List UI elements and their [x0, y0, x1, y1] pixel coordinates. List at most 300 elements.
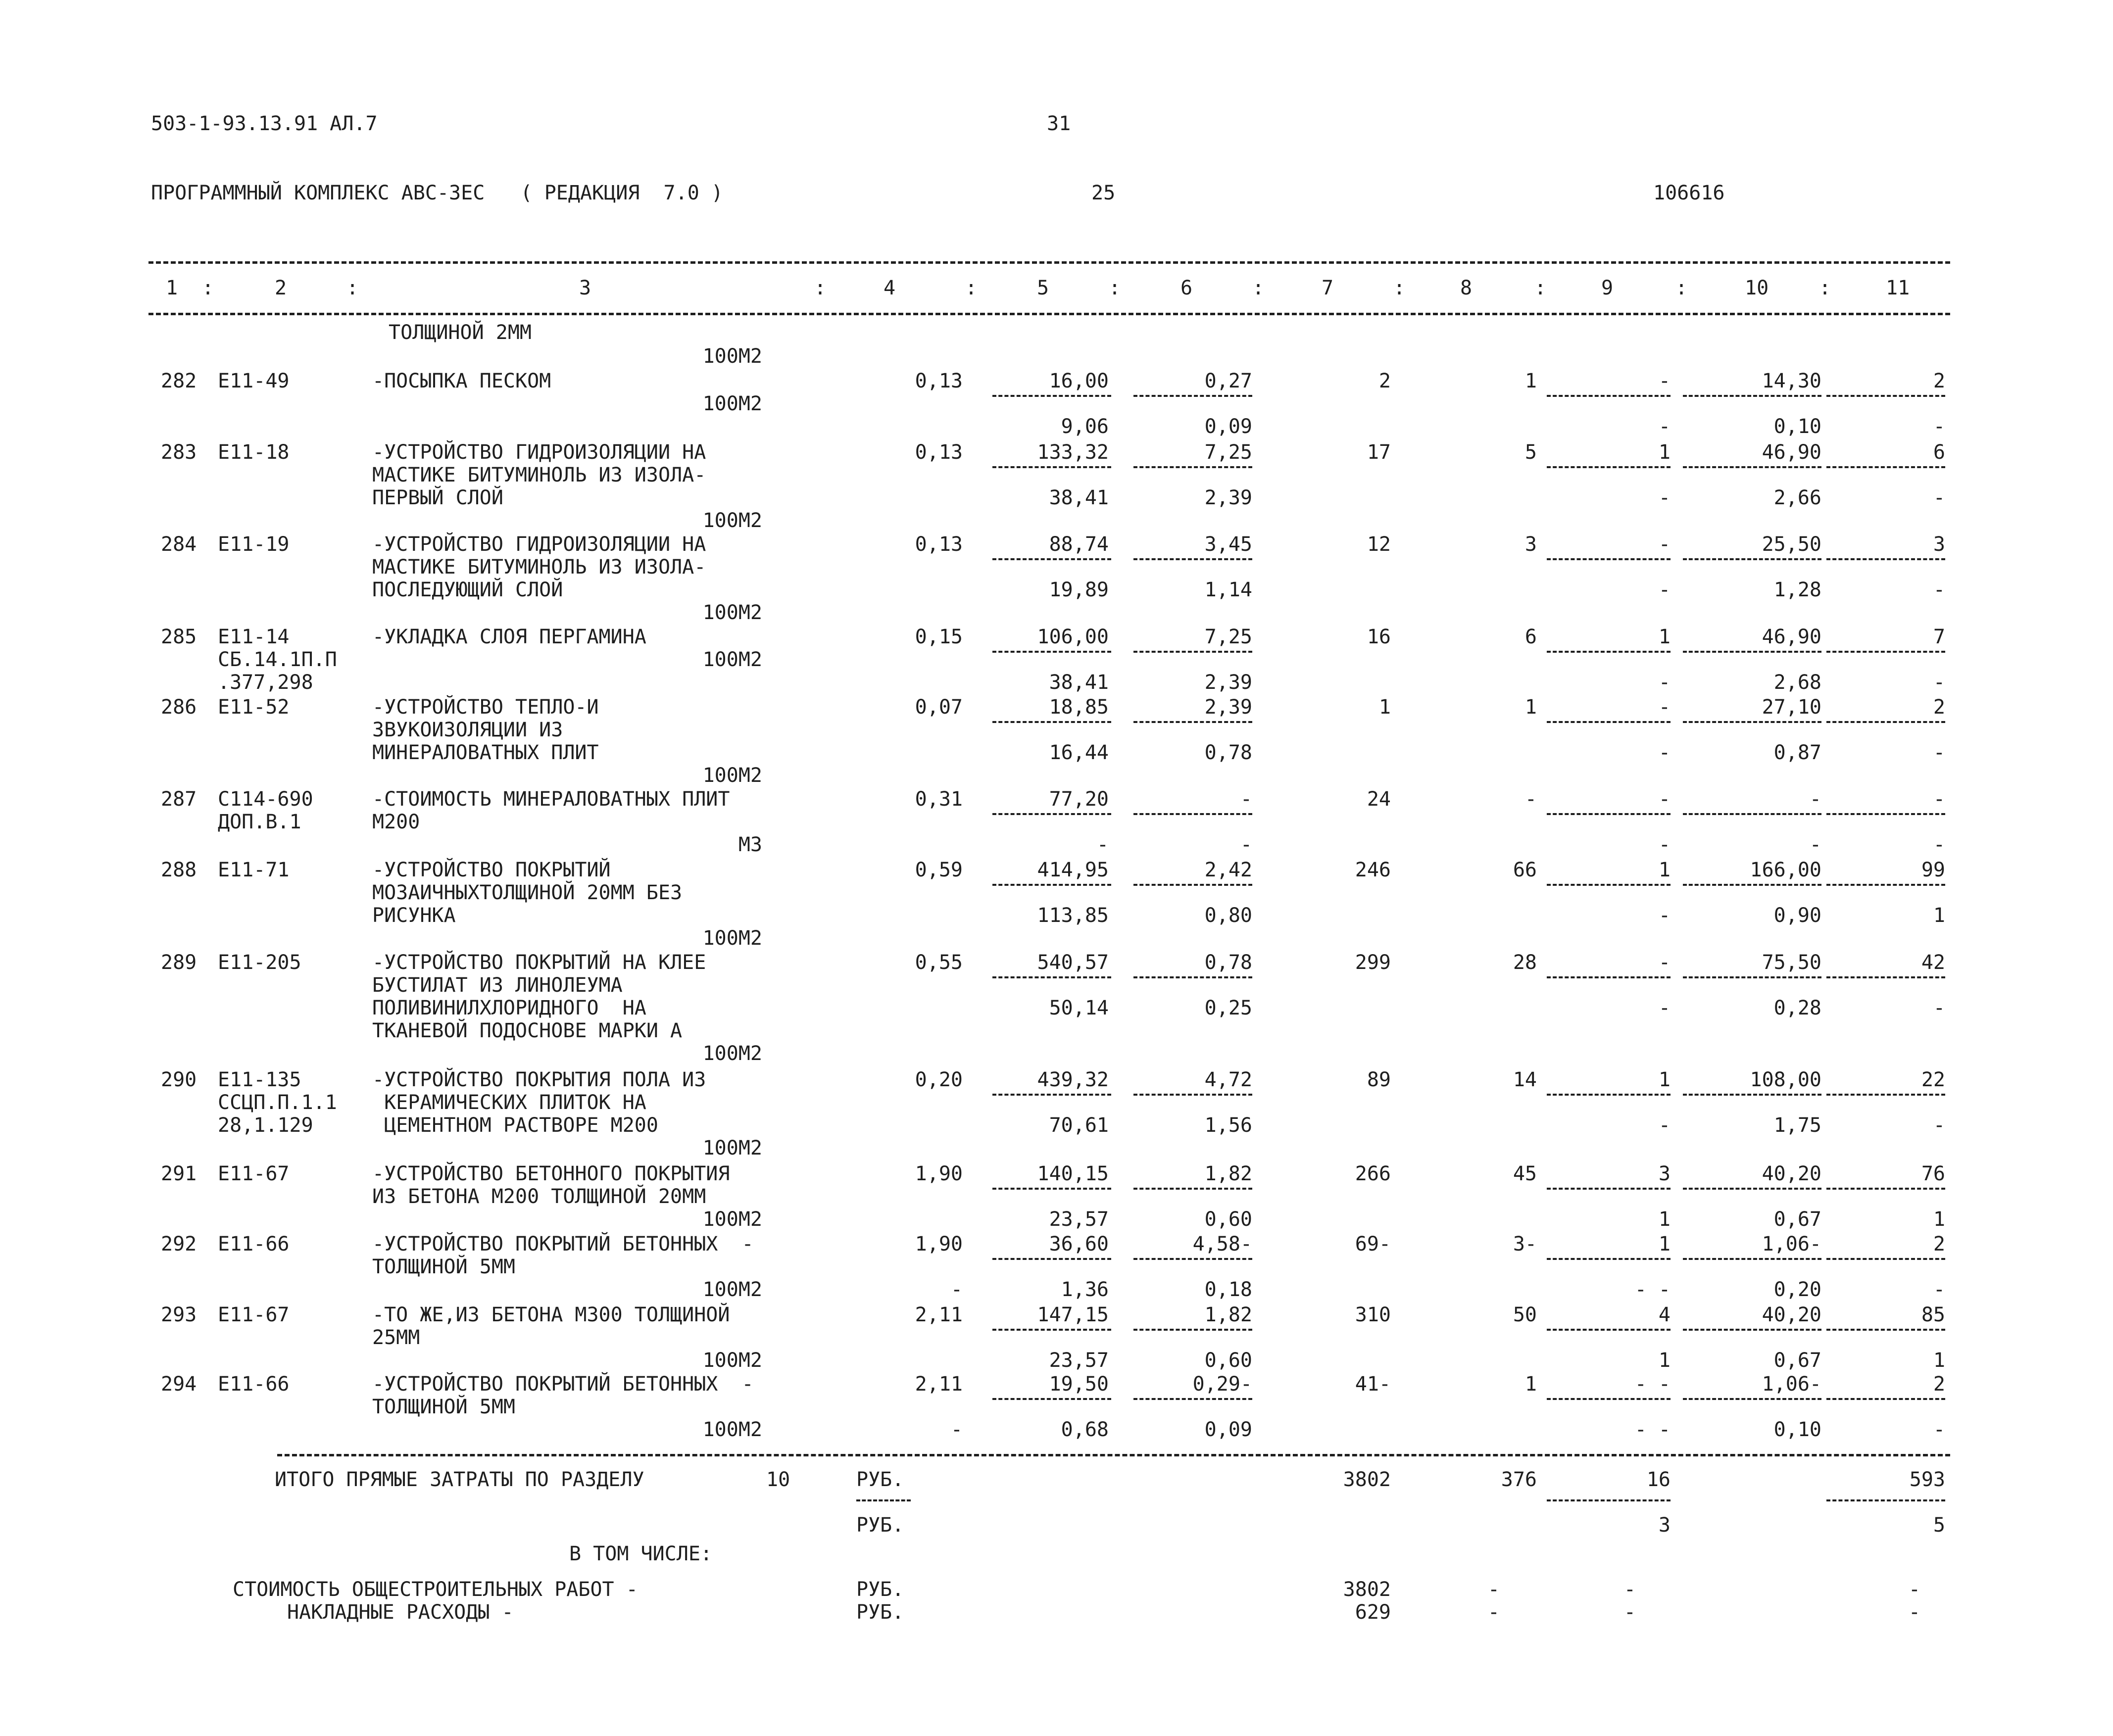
row-unit: 100М2: [702, 927, 762, 950]
totals-col9-rule: [1547, 1499, 1671, 1501]
row-code: Е11-66: [218, 1233, 290, 1255]
header-rule-bottom: [148, 313, 1950, 315]
col9-lower: -: [1658, 833, 1671, 856]
col11-rule: [1826, 651, 1945, 653]
column-header-4: 4: [884, 277, 896, 299]
column-header-8: 8: [1460, 277, 1473, 299]
doc-code: 503-1-93.13.91 АЛ.7: [151, 112, 378, 135]
col9-upper: 3: [1658, 1162, 1671, 1185]
col4-value: 0,13: [915, 370, 963, 392]
col7-value: 89: [1367, 1068, 1391, 1091]
col10-lower: 2,68: [1773, 671, 1821, 694]
overhead-col9: -: [1623, 1601, 1636, 1624]
col11-lower: -: [1933, 1114, 1945, 1137]
col9-rule: [1547, 1188, 1671, 1190]
col9-rule: [1547, 976, 1671, 978]
row-number: 285: [161, 626, 197, 648]
col8-value: 50: [1513, 1303, 1537, 1326]
totals-section: 10: [766, 1468, 790, 1491]
col11-upper: 3: [1933, 533, 1945, 556]
column-separator: :: [1252, 277, 1265, 299]
row-unit: 100М2: [702, 1418, 762, 1441]
col9-lower: - -: [1634, 1418, 1671, 1441]
col5-lower: 113,85: [1037, 904, 1109, 927]
row-description: -УСТРОЙСТВО ГИДРОИЗОЛЯЦИИ НА: [372, 533, 706, 556]
col11-upper: 7: [1933, 626, 1945, 648]
row-description: 25ММ: [372, 1326, 420, 1349]
col6-rule: [1133, 884, 1252, 886]
col8-value: 6: [1524, 626, 1537, 648]
col9-rule: [1547, 395, 1671, 397]
col7-value: 246: [1355, 859, 1391, 881]
col9-rule: [1547, 884, 1671, 886]
row-number: 290: [161, 1068, 197, 1091]
col5-upper: 106,00: [1037, 626, 1109, 648]
col8-value: 3: [1524, 533, 1537, 556]
row-number: 294: [161, 1373, 197, 1396]
col7-value: 12: [1367, 533, 1391, 556]
col9-lower: -: [1658, 579, 1671, 601]
col5-lower: 23,57: [1049, 1208, 1109, 1231]
totals-rule: [277, 1454, 1950, 1456]
col5-upper: 77,20: [1049, 788, 1109, 811]
col6-value: 3,45: [1204, 533, 1252, 556]
col9-upper: -: [1658, 696, 1671, 719]
col10-upper: 1,06-: [1762, 1373, 1821, 1396]
col6-lower: 0,60: [1204, 1349, 1252, 1372]
column-header-3: 3: [579, 277, 591, 299]
col10-rule: [1683, 1094, 1821, 1096]
col9-upper: 1: [1658, 859, 1671, 881]
col6-lower: 2,39: [1204, 486, 1252, 509]
col9-rule: [1547, 721, 1671, 723]
col9-upper: 1: [1658, 626, 1671, 648]
col9-upper: -: [1658, 370, 1671, 392]
col5-lower: 0,68: [1061, 1418, 1109, 1441]
page-number: 31: [1047, 112, 1071, 135]
col9-lower: -: [1658, 486, 1671, 509]
col11-rule: [1826, 884, 1945, 886]
col5-lower: 9,06: [1061, 415, 1109, 438]
col6-lower: 0,80: [1204, 904, 1252, 927]
row-description: ТОЛЩИНОЙ 5ММ: [372, 1396, 515, 1418]
col6-lower: 0,09: [1204, 1418, 1252, 1441]
row-description: РИСУНКА: [372, 904, 456, 927]
row-code: Е11-71: [218, 859, 290, 881]
row-unit: 100М2: [702, 764, 762, 787]
col6-lower: 0,18: [1204, 1278, 1252, 1301]
row-number: 284: [161, 533, 197, 556]
col10-rule: [1683, 1329, 1821, 1331]
col8-value: 14: [1513, 1068, 1537, 1091]
totals-col9: 16: [1646, 1468, 1671, 1491]
col9-rule: [1547, 1094, 1671, 1096]
col9-rule: [1547, 1258, 1671, 1260]
column-separator: :: [965, 277, 978, 299]
row-description: -УСТРОЙСТВО ПОКРЫТИЯ ПОЛА ИЗ: [372, 1068, 706, 1091]
col5-rule: [992, 1398, 1111, 1400]
col10-lower: 1,28: [1773, 579, 1821, 601]
col9-lower: - -: [1634, 1278, 1671, 1301]
col5-lower: 50,14: [1049, 997, 1109, 1019]
row-description: ИЗ БЕТОНА М200 ТОЛЩИНОЙ 20ММ: [372, 1185, 706, 1208]
col6-value: 4,72: [1204, 1068, 1252, 1091]
col10-rule: [1683, 1188, 1821, 1190]
program-title: ПРОГРАММНЫЙ КОМПЛЕКС АВС-3ЕС ( РЕДАКЦИЯ 7.0 ): [151, 182, 723, 204]
row-number: 293: [161, 1303, 197, 1326]
row-description: -УСТРОЙСТВО ПОКРЫТИЙ БЕТОННЫХ -: [372, 1233, 754, 1255]
col6-value: 4,58-: [1192, 1233, 1252, 1255]
row-code: .377,298: [218, 671, 313, 694]
col6-value: 7,25: [1204, 441, 1252, 464]
col7-value: 41-: [1355, 1373, 1391, 1396]
col6-lower: 0,60: [1204, 1208, 1252, 1231]
col6-rule: [1133, 976, 1252, 978]
overhead-col7: 629: [1355, 1601, 1391, 1624]
col7-value: 69-: [1355, 1233, 1391, 1255]
col9-rule: [1547, 1398, 1671, 1400]
col9-rule: [1547, 813, 1671, 815]
totals-col7: 3802: [1343, 1468, 1391, 1491]
row-description: МОЗАИЧНЫХТОЛЩИНОЙ 20ММ БЕЗ: [372, 881, 683, 904]
col11-upper: 99: [1921, 859, 1945, 881]
col4-lower: -: [950, 1278, 963, 1301]
col9-upper: 1: [1658, 1233, 1671, 1255]
col8-value: 5: [1524, 441, 1537, 464]
doc-id: 106616: [1653, 182, 1725, 204]
col11-lower: -: [1933, 997, 1945, 1019]
col6-lower: 0,25: [1204, 997, 1252, 1019]
general-works-col9: -: [1623, 1578, 1636, 1601]
col6-rule: [1133, 558, 1252, 560]
col11-rule: [1826, 1398, 1945, 1400]
col10-upper: 108,00: [1750, 1068, 1821, 1091]
col11-rule: [1826, 1094, 1945, 1096]
col5-upper: 540,57: [1037, 951, 1109, 974]
row-description: -УСТРОЙСТВО БЕТОННОГО ПОКРЫТИЯ: [372, 1162, 730, 1185]
row-number: 283: [161, 441, 197, 464]
col10-lower: 0,87: [1773, 741, 1821, 764]
row-description: -ПОСЫПКА ПЕСКОМ: [372, 370, 551, 392]
col10-upper: -: [1809, 788, 1821, 811]
col5-rule: [992, 813, 1111, 815]
col6-rule: [1133, 1329, 1252, 1331]
col9-upper: 4: [1658, 1303, 1671, 1326]
top-note-text: ТОЛЩИНОЙ 2ММ: [389, 321, 532, 344]
row-description: КЕРАМИЧЕСКИХ ПЛИТОК НА: [372, 1091, 646, 1114]
col10-lower: 0,90: [1773, 904, 1821, 927]
col6-lower: 1,14: [1204, 579, 1252, 601]
col5-rule: [992, 558, 1111, 560]
col11-rule: [1826, 558, 1945, 560]
row-code: Е11-205: [218, 951, 301, 974]
row-description: ТОЛЩИНОЙ 5ММ: [372, 1255, 515, 1278]
row-description: -УСТРОЙСТВО ПОКРЫТИЙ БЕТОННЫХ -: [372, 1373, 754, 1396]
col5-rule: [992, 1258, 1111, 1260]
totals-label: ИТОГО ПРЯМЫЕ ЗАТРАТЫ ПО РАЗДЕЛУ: [275, 1468, 644, 1491]
col4-value: 0,07: [915, 696, 963, 719]
row-description: МИНЕРАЛОВАТНЫХ ПЛИТ: [372, 741, 599, 764]
col11-upper: 2: [1933, 370, 1945, 392]
col7-value: 17: [1367, 441, 1391, 464]
col8-value: 1: [1524, 1373, 1537, 1396]
col11-upper: 85: [1921, 1303, 1945, 1326]
col6-rule: [1133, 1258, 1252, 1260]
col10-rule: [1683, 558, 1821, 560]
col8-value: 45: [1513, 1162, 1537, 1185]
col11-lower: -: [1933, 1278, 1945, 1301]
col9-lower: 1: [1658, 1349, 1671, 1372]
general-works-col11: -: [1908, 1578, 1920, 1601]
col11-lower: 1: [1933, 1349, 1945, 1372]
col9-upper: 1: [1658, 1068, 1671, 1091]
col5-lower: 23,57: [1049, 1349, 1109, 1372]
col10-rule: [1683, 884, 1821, 886]
row-code: Е11-67: [218, 1303, 290, 1326]
row-description: -УСТРОЙСТВО ТЕПЛО-И: [372, 696, 599, 719]
row-description: -УСТРОЙСТВО ГИДРОИЗОЛЯЦИИ НА: [372, 441, 706, 464]
col6-rule: [1133, 395, 1252, 397]
col10-upper: 46,90: [1762, 626, 1821, 648]
col10-rule: [1683, 1258, 1821, 1260]
col8-value: -: [1524, 788, 1537, 811]
col5-lower: 19,89: [1049, 579, 1109, 601]
row-description: БУСТИЛАТ ИЗ ЛИНОЛЕУМА: [372, 974, 623, 997]
sheet-number: 25: [1091, 182, 1116, 204]
col10-rule: [1683, 395, 1821, 397]
column-separator: :: [814, 277, 827, 299]
col5-upper: 88,74: [1049, 533, 1109, 556]
row-unit: 100М2: [702, 1137, 762, 1159]
col10-upper: 1,06-: [1762, 1233, 1821, 1255]
col9-rule: [1547, 651, 1671, 653]
row-description: МАСТИКЕ БИТУМИНОЛЬ ИЗ ИЗОЛА-: [372, 556, 706, 579]
row-code: Е11-18: [218, 441, 290, 464]
col11-rule: [1826, 1329, 1945, 1331]
row-code: Е11-52: [218, 696, 290, 719]
col11-rule: [1826, 395, 1945, 397]
row-description: ТКАНЕВОЙ ПОДОСНОВЕ МАРКИ А: [372, 1019, 683, 1042]
col5-rule: [992, 651, 1111, 653]
col4-value: 1,90: [915, 1233, 963, 1255]
col9-rule: [1547, 466, 1671, 468]
col4-value: 0,15: [915, 626, 963, 648]
col5-upper: 147,15: [1037, 1303, 1109, 1326]
col7-value: 310: [1355, 1303, 1391, 1326]
col7-value: 299: [1355, 951, 1391, 974]
row-unit: 100М2: [702, 392, 762, 415]
row-code: Е11-14: [218, 626, 290, 648]
col10-rule: [1683, 1398, 1821, 1400]
col11-upper: 2: [1933, 1373, 1945, 1396]
col9-lower: 1: [1658, 1208, 1671, 1231]
col7-value: 266: [1355, 1162, 1391, 1185]
col7-value: 24: [1367, 788, 1391, 811]
col6-value: -: [1240, 788, 1252, 811]
row-unit: 100М2: [702, 601, 762, 624]
row-description: ЗВУКОИЗОЛЯЦИИ ИЗ: [372, 719, 563, 741]
row-number: 282: [161, 370, 197, 392]
column-separator: :: [1109, 277, 1121, 299]
row-description: ПОЛИВИНИЛХЛОРИДНОГО НА: [372, 997, 646, 1019]
col10-upper: 166,00: [1750, 859, 1821, 881]
col6-rule: [1133, 1094, 1252, 1096]
row-unit: 100М2: [702, 509, 762, 532]
col8-value: 1: [1524, 370, 1537, 392]
col9-lower: -: [1658, 741, 1671, 764]
row-unit: М3: [738, 833, 762, 856]
column-header-11: 11: [1886, 277, 1910, 299]
col5-upper: 19,50: [1049, 1373, 1109, 1396]
col5-rule: [992, 1094, 1111, 1096]
col6-value: 7,25: [1204, 626, 1252, 648]
column-separator: :: [346, 277, 359, 299]
col11-lower: -: [1933, 741, 1945, 764]
col11-upper: 2: [1933, 696, 1945, 719]
overhead-label: НАКЛАДНЫЕ РАСХОДЫ -: [287, 1601, 514, 1624]
col6-value: 1,82: [1204, 1303, 1252, 1326]
col6-rule: [1133, 1188, 1252, 1190]
row-number: 288: [161, 859, 197, 881]
col8-value: 1: [1524, 696, 1537, 719]
col10-upper: 40,20: [1762, 1303, 1821, 1326]
col6-lower: 0,09: [1204, 415, 1252, 438]
row-code: Е11-66: [218, 1373, 290, 1396]
row-number: 287: [161, 788, 197, 811]
row-unit: 100М2: [702, 1042, 762, 1065]
col6-value: 0,29-: [1192, 1373, 1252, 1396]
col11-rule: [1826, 1188, 1945, 1190]
row-code: Е11-135: [218, 1068, 301, 1091]
col9-lower: -: [1658, 997, 1671, 1019]
col4-value: 2,11: [915, 1373, 963, 1396]
col10-lower: 0,10: [1773, 415, 1821, 438]
col11-upper: 42: [1921, 951, 1945, 974]
col5-rule: [992, 1188, 1111, 1190]
col9-upper: -: [1658, 788, 1671, 811]
col10-upper: 14,30: [1762, 370, 1821, 392]
row-description: ПЕРВЫЙ СЛОЙ: [372, 486, 503, 509]
col9-lower: -: [1658, 904, 1671, 927]
row-code: С114-690: [218, 788, 313, 811]
column-header-7: 7: [1322, 277, 1334, 299]
col6-lower: -: [1240, 833, 1252, 856]
col10-lower: 0,28: [1773, 997, 1821, 1019]
col5-lower: -: [1096, 833, 1109, 856]
row-number: 289: [161, 951, 197, 974]
row-unit: 100М2: [702, 1349, 762, 1372]
col4-value: 0,13: [915, 441, 963, 464]
totals-currency-2: РУБ.: [856, 1514, 904, 1537]
col5-rule: [992, 1329, 1111, 1331]
column-header-9: 9: [1601, 277, 1614, 299]
row-number: 286: [161, 696, 197, 719]
col11-rule: [1826, 976, 1945, 978]
totals-currency-rule: [856, 1499, 911, 1501]
col10-upper: 40,20: [1762, 1162, 1821, 1185]
row-description: -СТОИМОСТЬ МИНЕРАЛОВАТНЫХ ПЛИТ: [372, 788, 730, 811]
col10-upper: 25,50: [1762, 533, 1821, 556]
header-rule-top: [148, 261, 1950, 264]
col5-lower: 70,61: [1049, 1114, 1109, 1137]
col4-value: 0,13: [915, 533, 963, 556]
row-code: ДОП.В.1: [218, 811, 301, 833]
row-number: 291: [161, 1162, 197, 1185]
col10-lower: 0,67: [1773, 1208, 1821, 1231]
col5-upper: 140,15: [1037, 1162, 1109, 1185]
row-unit: 100М2: [702, 648, 762, 671]
col10-lower: -: [1809, 833, 1821, 856]
col9-lower: -: [1658, 415, 1671, 438]
column-separator: :: [1675, 277, 1688, 299]
col4-value: 0,59: [915, 859, 963, 881]
totals-col11-rule: [1826, 1499, 1945, 1501]
col11-rule: [1826, 813, 1945, 815]
col7-value: 16: [1367, 626, 1391, 648]
totals-col9-b: 3: [1658, 1514, 1671, 1537]
col5-upper: 36,60: [1049, 1233, 1109, 1255]
col10-lower: 1,75: [1773, 1114, 1821, 1137]
col6-value: 2,42: [1204, 859, 1252, 881]
totals-col11: 593: [1909, 1468, 1945, 1491]
col11-lower: -: [1933, 486, 1945, 509]
col5-upper: 439,32: [1037, 1068, 1109, 1091]
overhead-col8: -: [1487, 1601, 1500, 1624]
col5-rule: [992, 884, 1111, 886]
col5-upper: 16,00: [1049, 370, 1109, 392]
col10-lower: 2,66: [1773, 486, 1821, 509]
col5-rule: [992, 976, 1111, 978]
col4-value: 0,55: [915, 951, 963, 974]
row-description: ЦЕМЕНТНОМ РАСТВОРЕ М200: [372, 1114, 658, 1137]
col6-rule: [1133, 1398, 1252, 1400]
col11-upper: 6: [1933, 441, 1945, 464]
col5-upper: 133,32: [1037, 441, 1109, 464]
col9-lower: -: [1658, 671, 1671, 694]
col4-value: 1,90: [915, 1162, 963, 1185]
col10-rule: [1683, 976, 1821, 978]
col11-upper: -: [1933, 788, 1945, 811]
row-description: М200: [372, 811, 420, 833]
col9-upper: 1: [1658, 441, 1671, 464]
col9-upper: - -: [1634, 1373, 1671, 1396]
row-description: -УСТРОЙСТВО ПОКРЫТИЙ: [372, 859, 611, 881]
col10-lower: 0,20: [1773, 1278, 1821, 1301]
column-header-1: 1: [166, 277, 178, 299]
col11-upper: 76: [1921, 1162, 1945, 1185]
general-works-col8: -: [1487, 1578, 1500, 1601]
including-label: В ТОМ ЧИСЛЕ:: [569, 1543, 712, 1565]
col11-rule: [1826, 466, 1945, 468]
col10-lower: 0,67: [1773, 1349, 1821, 1372]
col5-lower: 1,36: [1061, 1278, 1109, 1301]
row-description: -ТО ЖЕ,ИЗ БЕТОНА М300 ТОЛЩИНОЙ: [372, 1303, 730, 1326]
column-header-2: 2: [275, 277, 287, 299]
row-code: Е11-49: [218, 370, 290, 392]
col6-rule: [1133, 721, 1252, 723]
col5-rule: [992, 395, 1111, 397]
col6-rule: [1133, 466, 1252, 468]
col9-upper: -: [1658, 533, 1671, 556]
col11-lower: -: [1933, 833, 1945, 856]
col5-rule: [992, 466, 1111, 468]
col11-lower: -: [1933, 1418, 1945, 1441]
row-description: ПОСЛЕДУЮЩИЙ СЛОЙ: [372, 579, 563, 601]
overhead-currency: РУБ.: [856, 1601, 904, 1624]
col6-value: 1,82: [1204, 1162, 1252, 1185]
col6-value: 2,39: [1204, 696, 1252, 719]
row-code: СБ.14.1П.П: [218, 648, 337, 671]
